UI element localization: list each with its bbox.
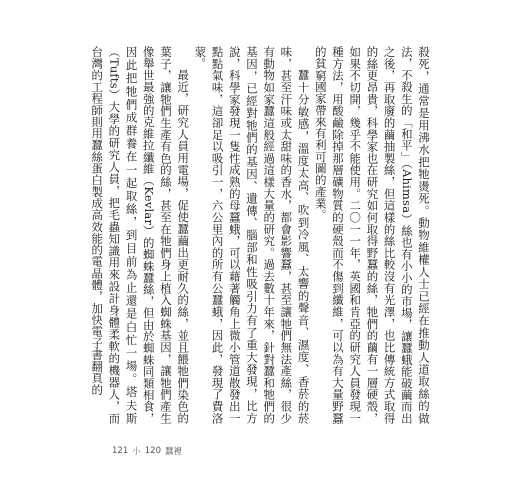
paragraph-2: 蠶十分敏感，溫度太高、吹到冷風、太響的聲音、濕度、香菸的菸味，甚至汗味或太甜味的香水，都會影響蠶，甚至讓牠們無法產絲，很少有動物如家蠶這般經過這樣大量的研究。過去數十年來，針對蠶和牠們的基因，已經對牠們的基因、遺傳、腦部和性吸引力有了重大發現，比方說，科學家發現一隻性成熟的母蠶蛾，可以藉著觸角上微小管道散發出一點點氣味，這卻足以吸引一，六公里內的所有公蠶蛾，因此，發現了費洛蒙。 <box>193 46 311 424</box>
page-number-right: 120 <box>144 446 161 456</box>
footer-separator: 小 <box>132 447 141 457</box>
running-title: 蠶裡 <box>164 447 182 457</box>
paragraph-1: 殺死，通常是用沸水把牠燙死。動物維權人士已經在推動人道取絲的做法，不殺生的「和平」（Ahimsa）絲也有小小的市場，讓蠶蛾能破繭而出之後，再取廢的繭抽製絲，但這樣的絲比較沒有光澤，也比傳統方式取得的絲更昂貴，科學家也在研究如何取得野蠶的絲，牠們的繭有一層硬殼，如果不切開，幾乎不能使用。二〇一一年，英國和肯亞的研究人員發現一種方法，用酸鹼除掉那層礦物質的硬殼而不傷到纖維，可以為有大量野蠶的貧窮國家帶來有利可圖的產業。 <box>313 46 431 424</box>
page-number-left: 121 <box>112 446 129 456</box>
body-text <box>88 46 432 424</box>
page-footer <box>112 445 182 457</box>
paragraph-3: 最近，研究人員用電場，促使蠶繭出更耐久的絲，並且餵牠們染色的葉子，讓牠們生產有色的絲，甚至在牠們身上植入蜘蛛基因，讓牠們產生像舉世最強的克維拉纖維（Kevlar）的蜘蛛蠶絲，但由於蜘蛛同類相食，因此把牠們成群養在一起取絲，到目前為止還是白忙一場。塔夫斯（Tufts）大學的研究人員，把毛蟲知識用來設計身體柔軟的機器人，而台灣的工程師則用蠶絲蛋白製成高效能的電晶體，加快電子書翻頁的 <box>90 46 191 424</box>
